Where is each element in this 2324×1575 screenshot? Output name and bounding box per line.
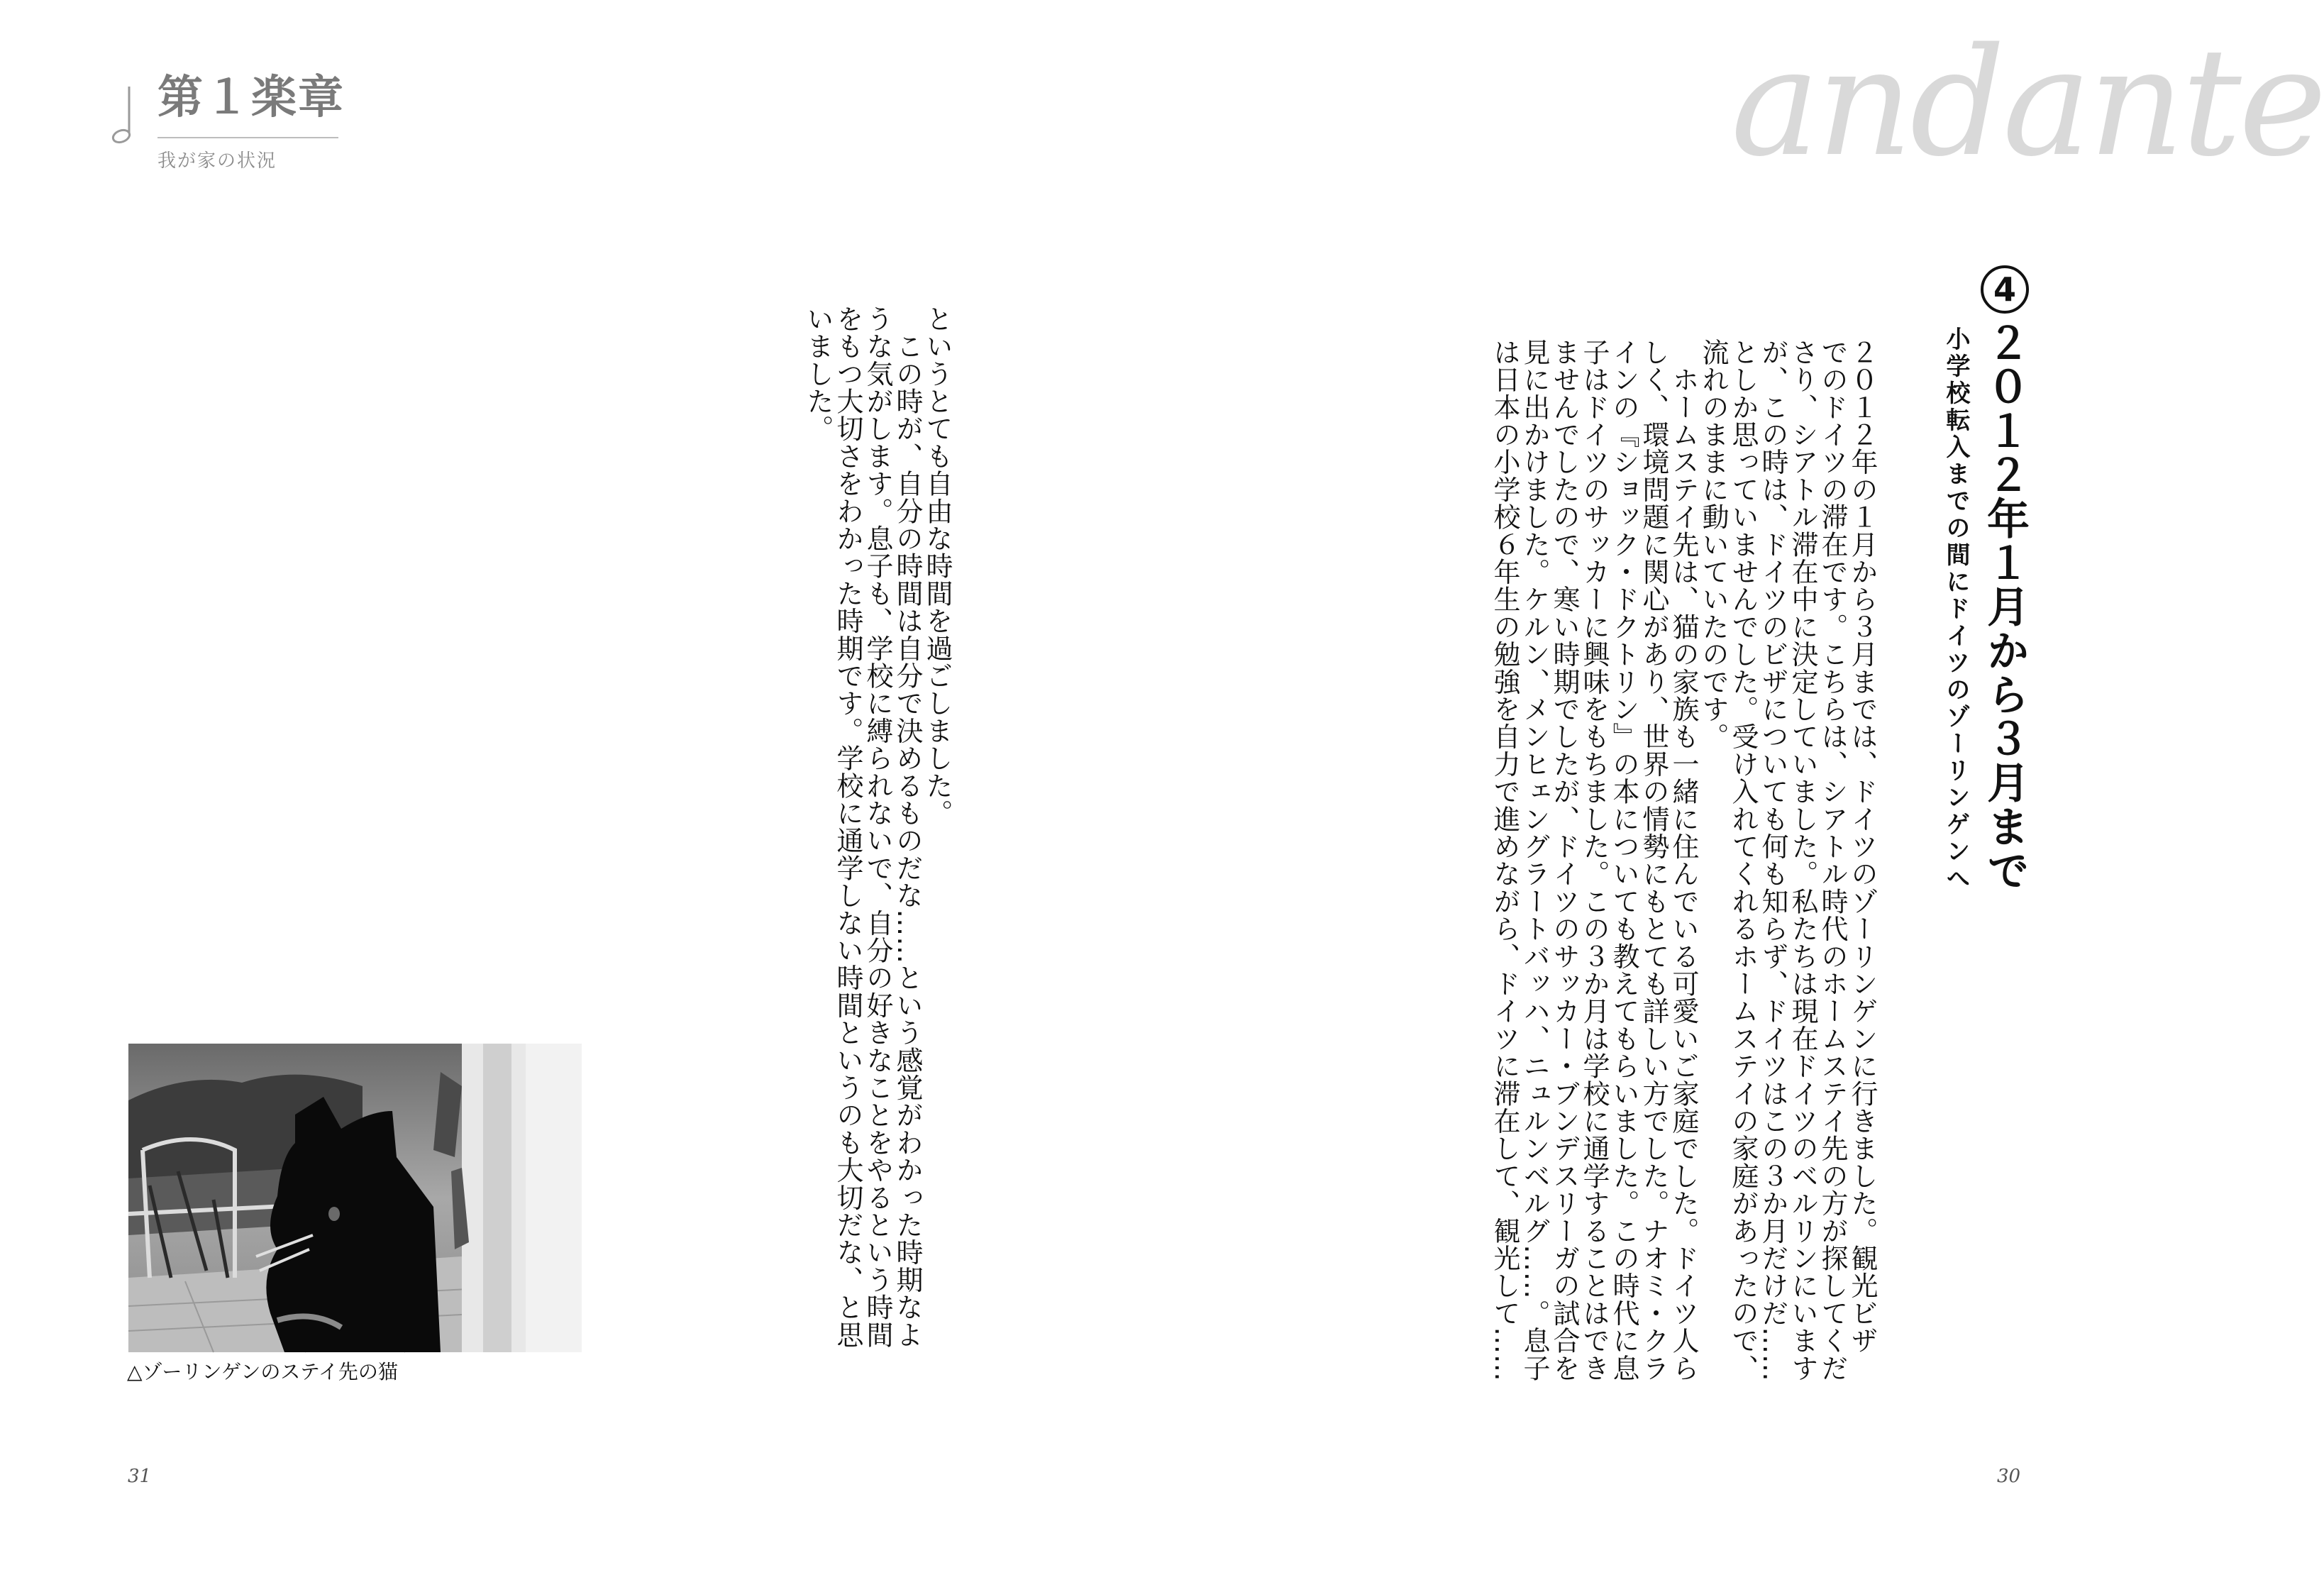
body-line: としか思っていませんでした。受け入れてくれるホームステイの家庭があったので、: [1727, 338, 1759, 1382]
body-line: ホームステイ先は、猫の家族も一緒に住んでいる可愛いご家庭でした。ドイツ人ら: [1668, 338, 1699, 1382]
music-note-icon: [108, 84, 136, 148]
body-line: インの『ショック・ドクトリン』の本についても教えてもらいました。この時代に息: [1608, 338, 1639, 1382]
body-line: 子はドイツのサッカーに興味をもちました。この３か月は学校に通学することはでき: [1578, 338, 1610, 1382]
body-line: いました。: [802, 305, 834, 443]
body-line: うな気がします。息子も、学校に縛られないで、自分の好きなことをやるという時間: [862, 305, 893, 1349]
body-line: しく、環境問題に関心があり、世界の情勢にもとても詳しい方でした。ナオミ・クラ: [1638, 338, 1669, 1382]
body-line: 見に出かけました。ケルン、メンヒェングラートバッハ、ニュルンベルグ……。息子: [1519, 338, 1550, 1382]
body-line: が、この時は、ドイツのビザについても何も知らず、ドイツはこの３か月だけだ……: [1757, 338, 1788, 1382]
body-line: というとても自由な時間を過ごしました。: [922, 305, 953, 827]
chapter-title: 第１楽章: [157, 71, 345, 124]
body-line: をもつ大切さをわかった時期です。学校に通学しない時間というのも大切だな、と思: [832, 305, 863, 1349]
chapter-divider: [157, 137, 338, 138]
photo-caption: △ゾーリンゲンのステイ先の猫: [127, 1360, 398, 1383]
page-number-right: 30: [1997, 1466, 2021, 1487]
page-number-left: 31: [128, 1466, 152, 1487]
section-title: ２０１２年１月から３月まで: [1980, 321, 2030, 892]
body-line: ２０１２年の１月から３月までは、ドイツのゾーリンゲンに行きました。観光ビザ: [1847, 338, 1878, 1354]
body-line: でのドイツの滞在です。こちらは、シアトル時代のホームステイ先の方が探してくだ: [1817, 338, 1848, 1382]
body-line: は日本の小学校６年生の勉強を自力で進めながら、ドイツに滞在して、観光して……: [1489, 338, 1520, 1382]
cat-photo: [128, 1044, 582, 1352]
body-line: さり、シアトル滞在中に決定していました。私たちは現在ドイツのベルリンにいます: [1787, 338, 1818, 1382]
chapter-subtitle: 我が家の状況: [157, 150, 277, 172]
section-number: 4: [1981, 265, 2029, 314]
body-line: ませんでしたので、寒い時期でしたが、ドイツのサッカー・ブンデスリーガの試合を: [1549, 338, 1580, 1382]
body-line: 流れのままに動いていたのです。: [1698, 338, 1729, 751]
section-subtitle: 小学校転入までの間にドイツのゾーリンゲンへ: [1942, 326, 1970, 892]
tempo-marking: andante: [1731, 16, 2324, 189]
body-line: この時が、自分の時間は自分で決めるものだな……という感覚がわかった時期なよ: [892, 305, 923, 1349]
